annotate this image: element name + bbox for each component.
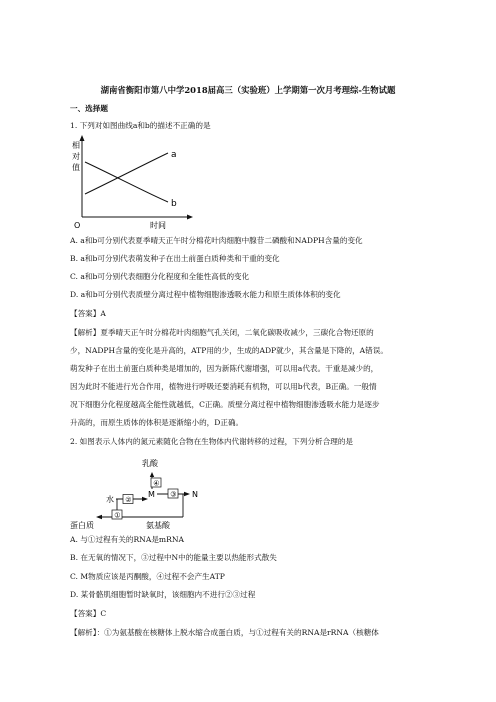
n-label: N xyxy=(192,490,198,499)
q1-analysis-line: 况下细胞分化程度越高全能性就越低，C正确。质壁分离过程中植物细胞渗透吸水能力是逐步 xyxy=(70,400,380,409)
section-heading: 一、选择题 xyxy=(70,104,108,113)
q1-ylabel-2: 对 xyxy=(72,152,80,161)
page-title: 湖南省衡阳市第八中学2018届高三（实验班）上学期第一次月考理综-生物试题 xyxy=(100,85,396,95)
q2-option-b: B. 在无氧的情况下，③过程中N中的能量主要以热能形式散失 xyxy=(70,553,277,562)
q1-analysis-line: 少，NADPH含量的变化是升高的，ATP用的少，生成的ADP就少，其含量是下降的，A错误。 xyxy=(70,346,388,355)
curve-b-label: b xyxy=(171,199,177,209)
q2-stem: 2. 如图表示人体内的氮元素随化合物在生物体内代谢转移的过程，下列分析合理的是 xyxy=(70,437,354,446)
lactic-acid-label: 乳酸 xyxy=(142,459,158,468)
curve-a-label: a xyxy=(171,150,177,160)
water-label: 水 xyxy=(106,495,114,504)
protein-label: 蛋白质 xyxy=(70,521,94,530)
q1-option-b: B. a和b可分别代表萌发种子在出土前蛋白质种类和干重的变化 xyxy=(70,254,280,263)
q2-analysis-line: 【解析】：①为氨基酸在核糖体上脱水缩合成蛋白质，与①过程有关的RNA是rRNA（核糖体 xyxy=(70,628,379,637)
q1-ylabel-1: 相 xyxy=(72,141,80,150)
q1-option-d: D. a和b可分别代表质壁分离过程中植物细胞渗透吸水能力和原生质体体积的变化 xyxy=(70,290,341,299)
q1-option-c: C. a和b可分别代表细胞分化程度和全能性高低的变化 xyxy=(70,272,250,281)
x-axis-arrow xyxy=(187,215,193,220)
q1-analysis-line: 萌发种子在出土前蛋白质种类是增加的，因为新陈代谢增强，可以用a代表。干重是减少的， xyxy=(70,364,379,373)
m-label: M xyxy=(148,490,155,499)
q2-option-d: D. 某骨骼肌细胞暂时缺氧时，该细胞内不进行②③过程 xyxy=(70,590,256,599)
q1-analysis-line: 【解析】夏季晴天正午时分棉花叶肉细胞气孔关闭，二氧化碳吸收减少，三碳化合物还原的 xyxy=(70,328,374,337)
q1-option-a: A. a和b可分别代表夏季晴天正午时分棉花叶肉细胞中腺苷二磷酸和NADPH含量的变化 xyxy=(70,236,363,245)
q2-option-a: A. 与①过程有关的RNA是mRNA xyxy=(70,535,184,544)
x-axis-label: 时间 xyxy=(150,221,166,230)
step-1-label: ① xyxy=(114,511,121,520)
amino-acid-label: 氨基酸 xyxy=(146,521,170,530)
y-axis-arrow xyxy=(80,135,85,141)
step-3-label: ③ xyxy=(170,490,177,499)
q2-answer: 【答案】C xyxy=(70,609,107,618)
q1-ylabel-3: 值 xyxy=(72,163,80,172)
q1-stem: 1. 下列对如图曲线a和b的描述不正确的是 xyxy=(70,121,211,130)
step-4-label: ④ xyxy=(153,479,160,488)
curve-a xyxy=(85,153,168,194)
step-2-label: ② xyxy=(125,496,132,504)
q1-analysis-line: 因为此时不能进行光合作用，植物进行呼吸还要消耗有机物，可以用b代表，B正确。一般情 xyxy=(70,382,377,391)
q1-curve-figure xyxy=(70,134,200,234)
curve-b xyxy=(85,162,168,202)
q2-option-c: C. M物质应该是丙酮酸，④过程不会产生ATP xyxy=(70,572,225,581)
origin-label: O xyxy=(74,221,81,230)
q2-metabolism-diagram xyxy=(70,452,210,532)
q1-analysis-line: 升高的，而原生质体的体积是逐渐缩小的，D正确。 xyxy=(70,418,244,427)
q1-answer: 【答案】A xyxy=(70,309,106,318)
